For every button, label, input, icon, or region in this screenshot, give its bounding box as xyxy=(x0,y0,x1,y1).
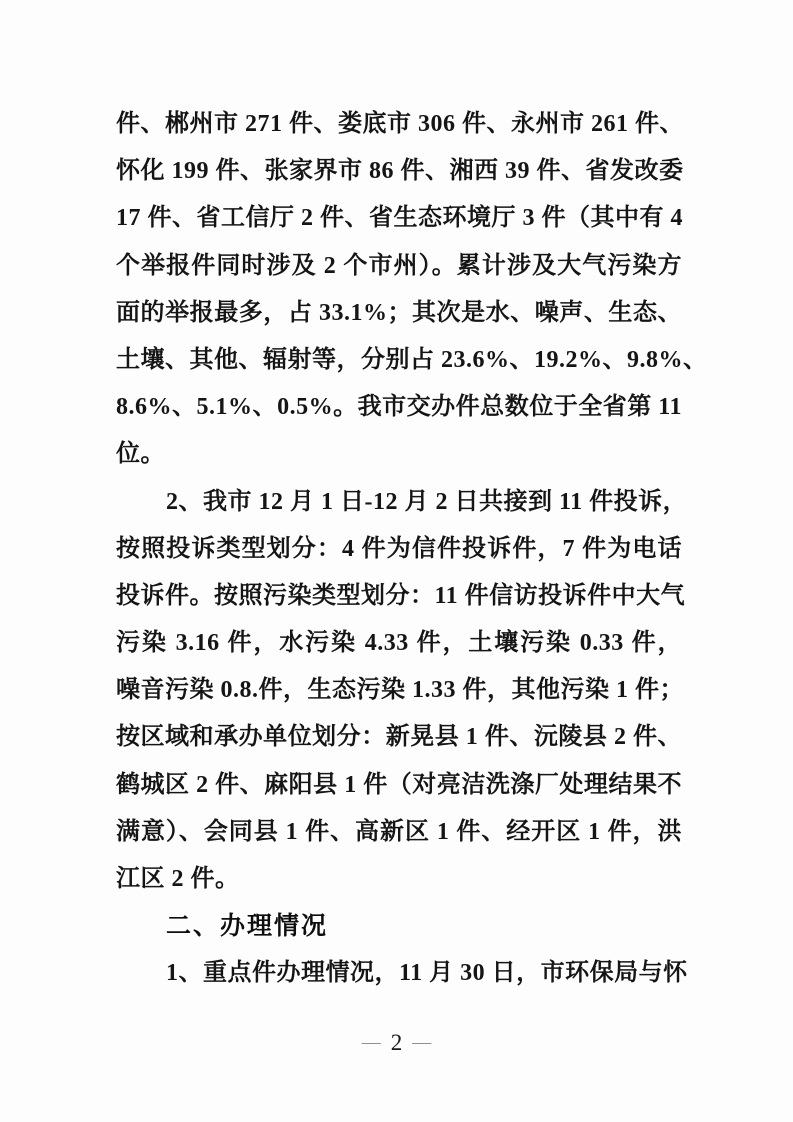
body-line-11: 投诉件。按照污染类型划分：11 件信访投诉件中大气 xyxy=(116,582,686,609)
section-heading: 二、办理情况 xyxy=(166,912,329,941)
body-line-17: 江区 2 件。 xyxy=(116,866,240,892)
page-number: 2 xyxy=(390,1030,403,1055)
body-line-01: 件、郴州市 271 件、娄底市 306 件、永州市 261 件、 xyxy=(116,111,684,137)
body-line-03: 17 件、省工信厅 2 件、省生态环境厅 3 件（其中有 4 xyxy=(116,205,683,232)
body-line-04: 个举报件同时涉及 2 个市州）。累计涉及大气污染方 xyxy=(116,252,682,279)
document-body xyxy=(116,101,708,998)
body-line-05: 面的举报最多，占 33.1%；其次是水、噪声、生态、 xyxy=(116,299,682,326)
page-number-dash-right: — xyxy=(412,1032,432,1053)
body-line-07: 8.6%、5.1%、0.5%。我市交办件总数位于全省第 11 xyxy=(116,394,682,421)
body-line-06: 土壤、其他、辐射等，分别占 23.6%、19.2%、9.8%、 xyxy=(116,346,708,373)
body-line-02: 怀化 199 件、张家界市 86 件、湘西 39 件、省发改委 xyxy=(116,158,684,185)
body-line-12: 污染 3.16 件，水污染 4.33 件，土壤污染 0.33 件， xyxy=(116,630,682,657)
body-line-14: 按区域和承办单位划分：新晃县 1 件、沅陵县 2 件、 xyxy=(116,724,682,751)
body-line-10: 按照投诉类型划分：4 件为信件投诉件，7 件为电话 xyxy=(116,535,682,562)
body-line-19: 1、重点件办理情况，11 月 30 日，市环保局与怀 xyxy=(166,960,688,987)
body-line-09: 2、我市 12 月 1 日-12 月 2 日共接到 11 件投诉， xyxy=(166,488,688,515)
body-line-16: 满意）、会同县 1 件、高新区 1 件、经开区 1 件，洪 xyxy=(116,818,682,845)
body-line-15: 鹤城区 2 件、麻阳县 1 件（对亮洁洗涤厂处理结果不 xyxy=(116,771,682,798)
body-line-13: 噪音污染 0.8.件，生态污染 1.33 件，其他污染 1 件； xyxy=(116,677,684,704)
body-line-08: 位。 xyxy=(116,441,165,468)
page-number-dash-left: — xyxy=(361,1032,381,1053)
page-footer xyxy=(0,1029,793,1057)
